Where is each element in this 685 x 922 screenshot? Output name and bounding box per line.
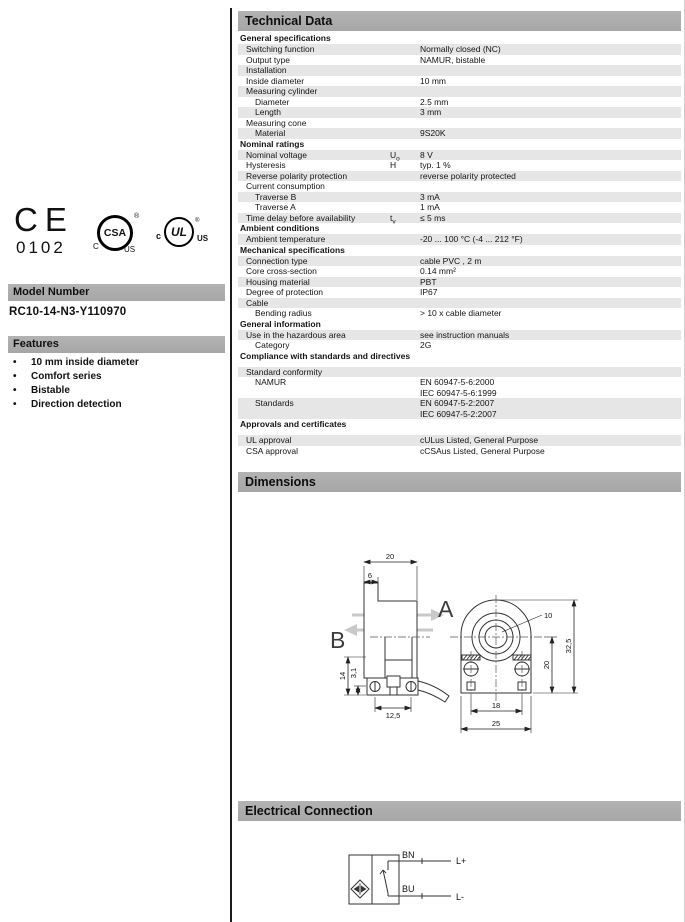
spec-symbol	[390, 435, 420, 446]
spec-value	[420, 308, 681, 319]
spec-row	[238, 234, 681, 245]
spec-label: Use in the hazardous area	[246, 329, 346, 340]
spec-row	[238, 277, 681, 288]
spec-symbol	[390, 234, 420, 245]
spec-row	[238, 150, 681, 161]
spec-row	[238, 287, 681, 298]
feature-item	[10, 356, 220, 370]
spec-label: Bending radius	[255, 308, 312, 318]
spec-symbol	[390, 446, 420, 457]
spec-symbol	[390, 128, 420, 139]
spec-symbol	[390, 340, 420, 351]
spec-value-line: 3 mA	[420, 191, 440, 202]
spec-row	[238, 97, 681, 108]
spec-value-line: 8 V	[420, 149, 433, 160]
dim-side-base: 12,5	[385, 711, 401, 720]
bullet-icon: •	[13, 357, 17, 368]
spec-value	[420, 181, 681, 192]
spec-symbol	[390, 55, 420, 66]
spec-row	[238, 192, 681, 203]
spec-label: Core cross-section	[246, 266, 317, 276]
side-view	[364, 583, 449, 702]
terminal-lminus-label: L-	[456, 892, 465, 902]
bullet-icon: •	[13, 385, 17, 396]
feature-text: Comfort series	[31, 371, 102, 382]
spec-symbol	[390, 277, 420, 288]
spec-label: Inside diameter	[246, 75, 305, 86]
feature-text: Direction detection	[31, 399, 122, 410]
symbol-base: H	[390, 160, 397, 170]
spec-value-line: NAMUR, bistable	[420, 54, 486, 65]
spec-row	[238, 107, 681, 118]
spec-value-line: PBT	[420, 276, 437, 287]
csa-us-label: US	[124, 245, 136, 254]
wiring-diagram	[345, 848, 480, 912]
spec-value-line: EN 60947-5-2:2007	[420, 398, 495, 408]
spec-value	[420, 266, 681, 277]
spec-symbol	[390, 377, 420, 398]
spec-symbol	[390, 308, 420, 319]
spec-symbol	[390, 76, 420, 87]
spec-section-title: General specifications	[240, 33, 331, 43]
spec-value-line: cable PVC , 2 m	[420, 255, 482, 266]
bullet-icon: •	[13, 399, 17, 410]
spec-section-title: Approvals and certificates	[240, 419, 347, 429]
spec-row	[238, 86, 681, 97]
spec-row	[238, 55, 681, 66]
spec-value-line: cCSAus Listed, General Purpose	[420, 445, 545, 456]
spec-value	[420, 97, 681, 108]
spec-row	[238, 181, 681, 192]
spec-value-line: 0.14 mm²	[420, 266, 456, 276]
spec-value	[420, 340, 681, 351]
view-b-label: B	[330, 627, 346, 653]
spec-label: Diameter	[255, 96, 290, 107]
feature-text: Bistable	[31, 385, 70, 396]
spec-value	[420, 107, 681, 118]
spec-section-title: General information	[240, 318, 321, 329]
spec-label: Measuring cone	[246, 117, 307, 128]
spec-value-line: -20 ... 100 °C (-4 ... 212 °F)	[420, 234, 523, 244]
spec-row	[238, 398, 681, 419]
spec-label: Category	[255, 340, 290, 350]
dim-top-width: 20	[385, 552, 395, 561]
spec-value	[420, 86, 681, 97]
spec-label: Housing material	[246, 276, 310, 287]
spec-label: Connection type	[246, 255, 308, 266]
dim-total-height: 32,5	[564, 638, 573, 654]
spec-row	[238, 435, 681, 446]
model-number-value: RC10-14-N3-Y110970	[9, 306, 127, 318]
spec-value-line: IP67	[420, 287, 438, 297]
spec-label: CSA approval	[246, 445, 298, 456]
spec-row	[238, 446, 681, 457]
spec-label: Reverse polarity protection	[246, 170, 348, 181]
spec-symbol	[390, 97, 420, 108]
dim-step: 6	[367, 571, 373, 580]
spec-symbol	[390, 171, 420, 182]
spec-row	[238, 308, 681, 319]
spec-label: Traverse A	[255, 202, 296, 212]
spec-symbol	[390, 287, 420, 298]
spec-label: Installation	[246, 65, 287, 75]
dim-front-width: 25	[491, 719, 501, 728]
spec-label: UL approval	[246, 435, 292, 445]
spec-value-line: cULus Listed, General Purpose	[420, 435, 539, 445]
spec-value-line	[420, 298, 681, 309]
symbol-subscript: o	[396, 155, 400, 163]
spec-label: Cable	[246, 297, 269, 308]
spec-row	[238, 44, 681, 55]
wire-bu-label: BU	[402, 884, 415, 894]
spec-value	[420, 435, 681, 446]
spec-row	[238, 171, 681, 182]
spec-value-line: IEC 60947-5-6:1999	[420, 387, 497, 398]
spec-value	[420, 118, 681, 129]
spec-symbol	[390, 44, 420, 55]
spec-symbol	[390, 65, 420, 76]
dim-lower-height: 20	[542, 660, 551, 670]
spec-value	[420, 44, 681, 55]
spec-value	[420, 287, 681, 298]
spec-row	[238, 298, 681, 309]
spec-symbol	[390, 398, 420, 419]
symbol-subscript: v	[392, 218, 396, 226]
feature-text: 10 mm inside diameter	[31, 357, 139, 368]
spec-value	[420, 234, 681, 245]
dimension-drawing	[330, 545, 640, 745]
spec-value-line: reverse polarity protected	[420, 170, 516, 181]
spec-value	[420, 213, 681, 224]
spec-symbol	[390, 266, 420, 277]
symbol-base: t	[390, 212, 393, 223]
spec-value	[420, 330, 681, 341]
spec-label: Measuring cylinder	[246, 86, 318, 96]
spec-label: Standard conformity	[246, 366, 323, 377]
spec-symbol	[390, 118, 420, 129]
spec-label: Switching function	[246, 44, 315, 54]
spec-value-line	[420, 181, 681, 192]
spec-value	[420, 150, 681, 161]
spec-label: Ambient temperature	[246, 234, 326, 244]
ce-notified-body-number: 0102	[16, 238, 66, 257]
features-header: Features	[8, 336, 225, 353]
section-header-dimensions: Dimensions	[238, 472, 681, 492]
spec-symbol	[390, 107, 420, 118]
features-list	[10, 356, 220, 412]
spec-label: NAMUR	[255, 377, 287, 387]
csa-registered-icon: ®	[134, 213, 140, 220]
spec-value	[420, 202, 681, 213]
spec-symbol	[390, 160, 420, 171]
spec-label: Length	[255, 107, 281, 117]
spec-section-title: Ambient conditions	[240, 223, 320, 233]
spec-row	[238, 266, 681, 277]
spec-value-line: 2.5 mm	[420, 96, 449, 107]
spec-label: Degree of protection	[246, 287, 324, 297]
spec-value-line: 1 mA	[420, 202, 440, 212]
spec-value-line: Normally closed (NC)	[420, 44, 501, 54]
spec-value-line: 10 mm	[420, 75, 446, 86]
spec-label: Traverse B	[255, 191, 297, 202]
csa-c-label: C	[93, 242, 99, 251]
spec-value	[420, 377, 681, 398]
spec-value	[420, 55, 681, 66]
ul-us-label: US	[197, 234, 209, 243]
spec-row	[238, 202, 681, 213]
spec-value	[420, 160, 681, 171]
spec-value-line	[420, 118, 681, 129]
spec-value	[420, 76, 681, 87]
model-number-header: Model Number	[8, 284, 225, 301]
spec-value-line: 2G	[420, 340, 432, 350]
spec-row	[238, 367, 681, 378]
symbol-base: U	[390, 149, 397, 160]
wire-bn-label: BN	[402, 850, 415, 860]
spec-value-line	[420, 86, 681, 97]
spec-label: Hysteresis	[246, 160, 286, 170]
spec-row	[238, 118, 681, 129]
spec-table	[238, 33, 681, 456]
spec-value	[420, 192, 681, 203]
spec-label: Time delay before availability	[246, 212, 356, 223]
ce-mark-logo: CE	[14, 201, 74, 238]
spec-symbol	[390, 256, 420, 267]
spec-symbol	[390, 330, 420, 341]
spec-label: Output type	[246, 54, 290, 65]
spec-value	[420, 171, 681, 182]
spec-symbol	[390, 202, 420, 213]
spec-value	[420, 298, 681, 309]
section-header-electrical-connection: Electrical Connection	[238, 801, 681, 821]
spec-row	[238, 256, 681, 267]
spec-value	[420, 128, 681, 139]
spec-row	[238, 128, 681, 139]
spec-value-line: EN 60947-5-6:2000	[420, 377, 495, 387]
spec-value-line	[420, 65, 681, 76]
spec-value	[420, 398, 681, 419]
spec-row	[238, 65, 681, 76]
ul-c-label: c	[156, 231, 162, 241]
bullet-icon: •	[13, 371, 17, 382]
spec-value	[420, 446, 681, 457]
cable	[418, 681, 449, 702]
column-divider	[230, 8, 232, 922]
spec-section-title: Nominal ratings	[240, 138, 305, 149]
spec-symbol	[390, 150, 420, 161]
spec-label: Current consumption	[246, 181, 325, 191]
spec-section-title: Compliance with standards and directives	[240, 350, 411, 361]
spec-symbol	[390, 298, 420, 309]
spec-value-line	[420, 367, 681, 378]
spec-value	[420, 277, 681, 288]
spec-value	[420, 65, 681, 76]
feature-item	[10, 370, 220, 384]
spec-symbol	[390, 192, 420, 203]
section-header-technical-data: Technical Data	[238, 11, 681, 31]
dim-hole-spacing: 18	[491, 701, 501, 710]
ul-logo: UL	[164, 217, 194, 247]
spec-value	[420, 256, 681, 267]
spec-value-line: > 10 x cable diameter	[420, 308, 502, 318]
spec-symbol	[390, 86, 420, 97]
spec-label: Standards	[255, 398, 294, 408]
spec-row	[238, 377, 681, 398]
spec-row	[238, 213, 681, 224]
spec-value	[420, 367, 681, 378]
ul-registered-icon: ®	[195, 218, 200, 224]
spec-value-line: typ. 1 %	[420, 160, 451, 170]
spec-value-line: 9S20K	[420, 128, 446, 138]
spec-label: Nominal voltage	[246, 149, 307, 160]
terminal-lplus-label: L+	[456, 856, 467, 866]
spec-symbol	[390, 367, 420, 378]
spec-symbol	[390, 181, 420, 192]
spec-value-line: IEC 60947-5-2:2007	[420, 408, 497, 419]
spec-value-line: 3 mm	[420, 107, 442, 117]
feature-item	[10, 384, 220, 398]
dim-bore: 10	[544, 611, 553, 620]
spec-row	[238, 160, 681, 171]
spec-symbol	[390, 213, 420, 224]
view-a-label: A	[438, 596, 454, 622]
spec-row	[238, 76, 681, 87]
csa-logo: CSA	[97, 215, 133, 251]
front-view	[450, 595, 545, 703]
spec-row	[238, 330, 681, 341]
feature-item	[10, 398, 220, 412]
spec-row	[238, 340, 681, 351]
spec-value-line: ≤ 5 ms	[420, 212, 446, 223]
dim-side-height: 14	[338, 671, 347, 681]
spec-section-title: Mechanical specifications	[240, 244, 345, 255]
dim-side-offset: 3,1	[349, 667, 358, 679]
spec-value-line: see instruction manuals	[420, 329, 510, 340]
spec-label: Material	[255, 128, 286, 138]
